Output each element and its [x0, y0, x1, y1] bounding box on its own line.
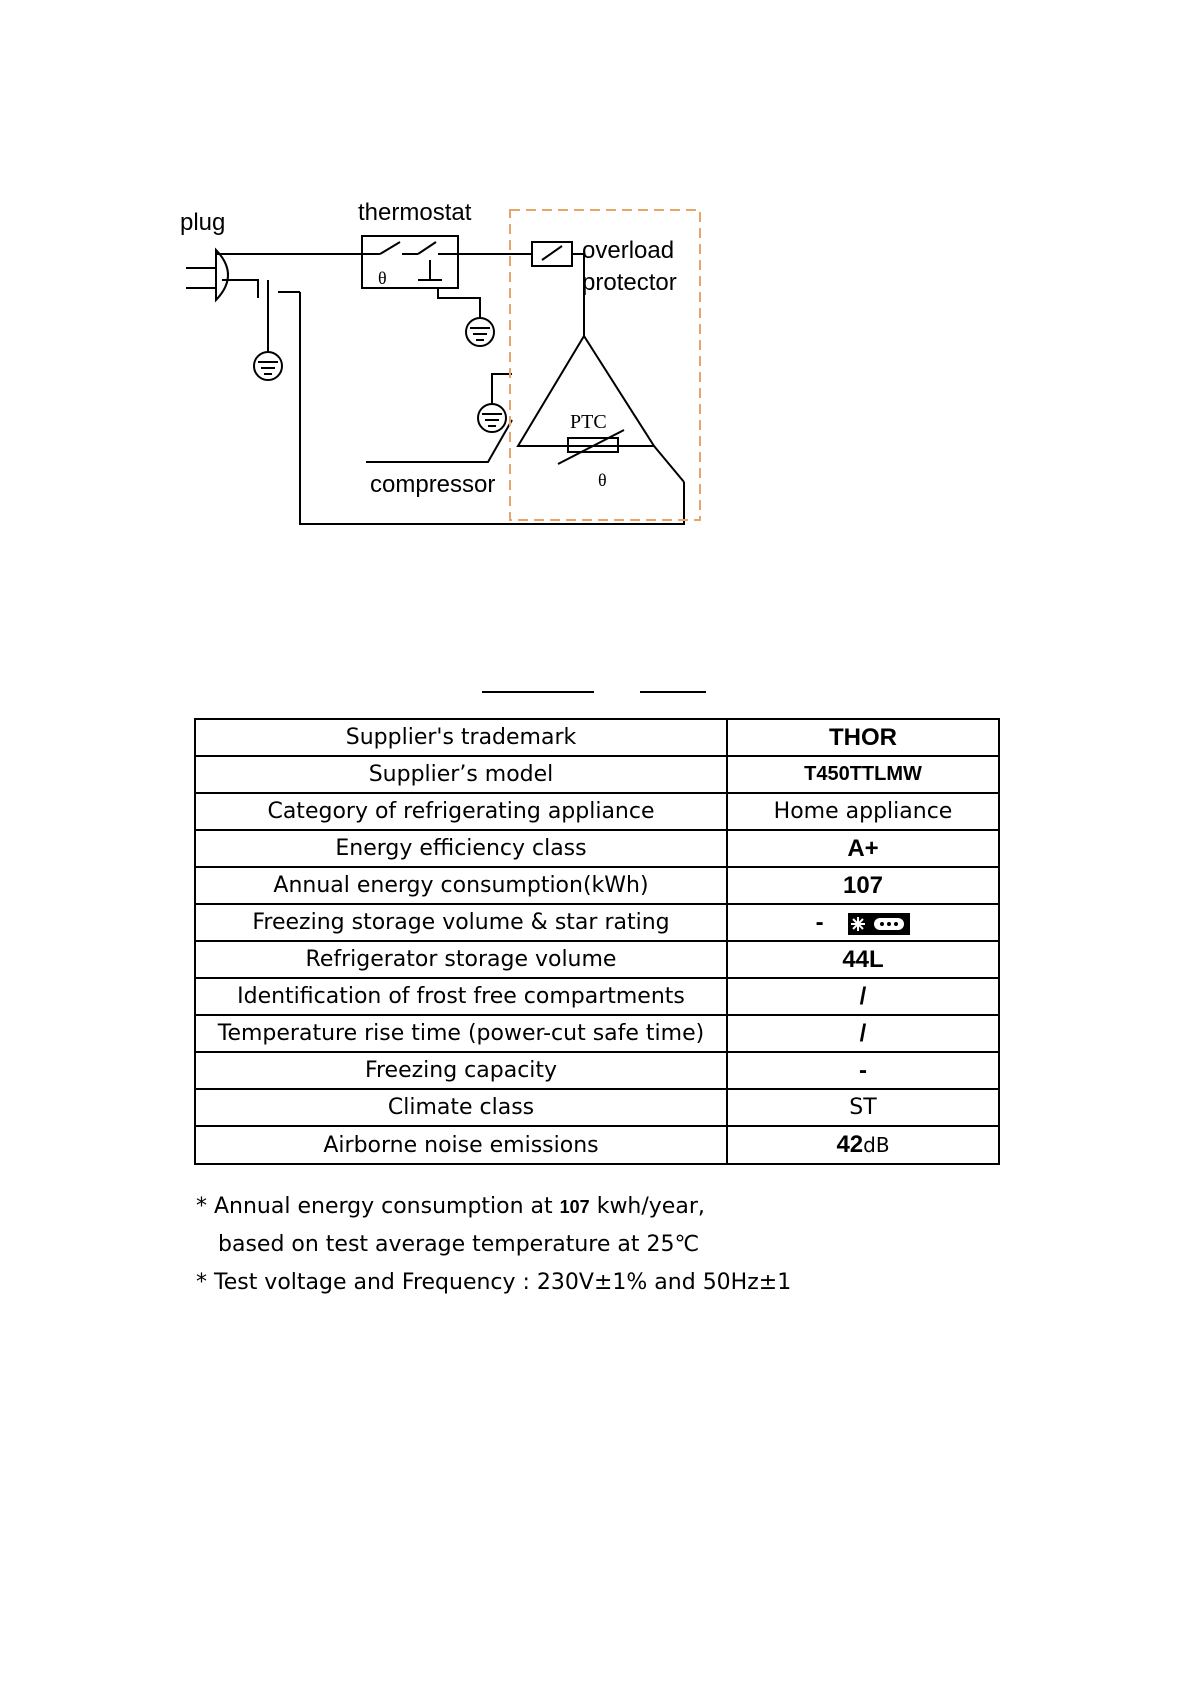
row-label: Freezing storage volume & star rating [195, 904, 727, 941]
row-value: Home appliance [727, 793, 999, 830]
note-suffix: kwh/year, [596, 1194, 705, 1219]
table-row [195, 830, 999, 867]
row-label: Temperature rise time (power-cut safe time) [195, 1015, 727, 1052]
table-row [195, 1015, 999, 1052]
ground-icon [478, 404, 506, 432]
row-value: / [727, 1015, 999, 1052]
row-value: ST [727, 1089, 999, 1126]
row-label: Refrigerator storage volume [195, 941, 727, 978]
plug-label: plug [180, 209, 226, 236]
row-value-star [727, 904, 999, 941]
row-label: Supplier’s model [195, 756, 727, 793]
row-label: Annual energy consumption(kWh) [195, 867, 727, 904]
row-value: 107 [727, 867, 999, 904]
row-value: A+ [727, 830, 999, 867]
table-row [195, 719, 999, 756]
row-value: - [815, 909, 824, 936]
row-value-noise [727, 1126, 999, 1164]
star-rating-icon [848, 913, 910, 935]
table-row [195, 756, 999, 793]
notes [196, 1188, 1016, 1302]
row-label: Airborne noise emissions [195, 1126, 727, 1164]
table-row [195, 867, 999, 904]
table-row [195, 1126, 999, 1164]
table-row [195, 1052, 999, 1089]
table-row [195, 904, 999, 941]
spec-table [194, 718, 1000, 1165]
row-label: Climate class [195, 1089, 727, 1126]
note-prefix: * Annual energy consumption at [196, 1194, 553, 1219]
table-row [195, 978, 999, 1015]
ground-icon [254, 352, 282, 380]
compressor-label: compressor [370, 471, 496, 498]
wiring-diagram [180, 180, 740, 540]
row-label: Freezing capacity [195, 1052, 727, 1089]
row-label: Category of refrigerating appliance [195, 793, 727, 830]
underline-right [640, 691, 706, 693]
ptc-theta-label: θ [598, 470, 607, 490]
row-unit: dB [863, 1133, 890, 1157]
ground-icon [466, 318, 494, 346]
note-line-2: based on test average temperature at 25℃ [218, 1232, 700, 1257]
note-line-1 [196, 1188, 1016, 1226]
underline-left [482, 691, 594, 693]
row-value: T450TTLMW [727, 756, 999, 793]
overload-label: overload [582, 237, 675, 264]
note-line-3: * Test voltage and Frequency : 230V±1% and 50Hz±1 [196, 1270, 792, 1295]
row-label: Identification of frost free compartments [195, 978, 727, 1015]
protector-label: protector [582, 269, 677, 296]
note-number: 107 [559, 1197, 590, 1217]
row-label: Supplier's trademark [195, 719, 727, 756]
row-value: - [727, 1052, 999, 1089]
row-value: 44L [727, 941, 999, 978]
row-value: / [727, 978, 999, 1015]
row-label: Energy efficiency class [195, 830, 727, 867]
ptc-label: PTC [570, 411, 607, 433]
row-value: 42 [836, 1131, 864, 1158]
table-row [195, 941, 999, 978]
table-row [195, 793, 999, 830]
table-row [195, 1089, 999, 1126]
thermostat-label: thermostat [358, 199, 472, 226]
row-value: THOR [727, 719, 999, 756]
thermostat-theta-label: θ [378, 268, 387, 288]
